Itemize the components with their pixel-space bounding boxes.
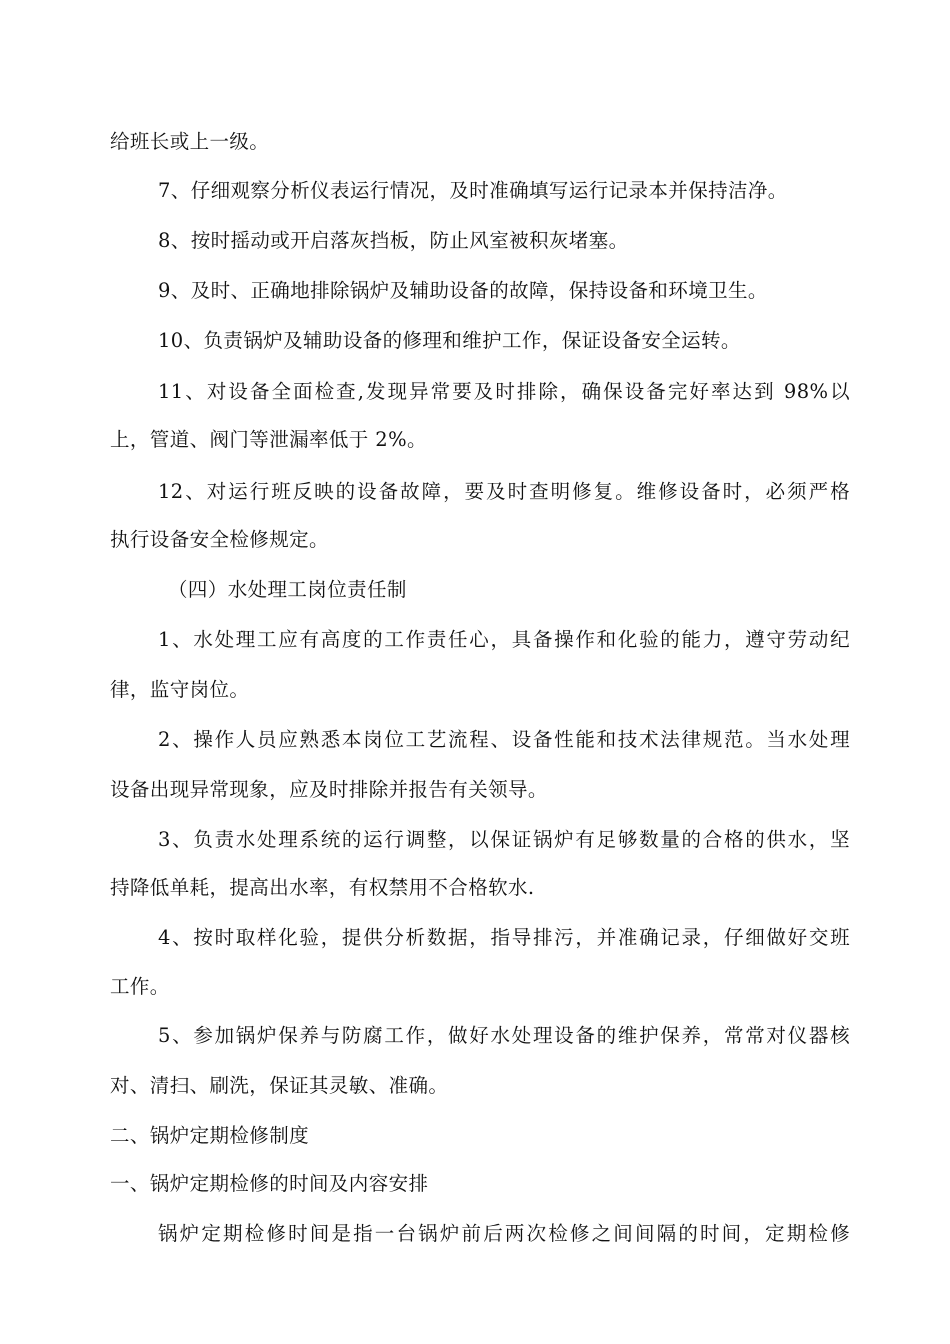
paragraph-line: 对、清扫、刷洗，保证其灵敏、准确。	[110, 1074, 449, 1097]
paragraph-line: 锅炉定期检修时间是指一台锅炉前后两次检修之间间隔的时间，定期检修	[158, 1222, 850, 1245]
paragraph-line: 3、负责水处理系统的运行调整，以保证锅炉有足够数量的合格的供水，坚	[158, 828, 850, 851]
paragraph-line: 8、按时摇动或开启落灰挡板，防止风室被积灰堵塞。	[158, 229, 629, 252]
paragraph-line: 9、及时、正确地排除锅炉及辅助设备的故障，保持设备和环境卫生。	[158, 279, 768, 302]
paragraph-line: 持降低单耗，提高出水率，有权禁用不合格软水.	[110, 876, 535, 899]
paragraph-line: 12、对运行班反映的设备故障，要及时查明修复。维修设备时，必须严格	[158, 480, 850, 503]
paragraph-line: 设备出现异常现象，应及时排除并报告有关领导。	[110, 778, 548, 801]
paragraph-line: 上，管道、阀门等泄漏率低于 2%。	[110, 428, 427, 451]
paragraph-line: 1、水处理工应有高度的工作责任心，具备操作和化验的能力，遵守劳动纪	[158, 628, 850, 651]
paragraph-line: 11、对设备全面检查,发现异常要及时排除，确保设备完好率达到 98%以	[158, 380, 850, 403]
paragraph-line: 7、仔细观察分析仪表运行情况，及时准确填写运行记录本并保持洁净。	[158, 179, 788, 202]
section-heading: 二、锅炉定期检修制度	[110, 1124, 310, 1147]
paragraph-line: 4、按时取样化验，提供分析数据，指导排污，并准确记录，仔细做好交班	[158, 926, 850, 949]
paragraph-line: 给班长或上一级。	[110, 130, 270, 153]
paragraph-line: 执行设备安全检修规定。	[110, 528, 329, 551]
section-heading: 一、锅炉定期检修的时间及内容安排	[110, 1172, 429, 1195]
section-heading: （四）水处理工岗位责任制	[168, 578, 407, 601]
paragraph-line: 律，监守岗位。	[110, 678, 250, 701]
paragraph-line: 10、负责锅炉及辅助设备的修理和维护工作，保证设备安全运转。	[158, 329, 741, 352]
paragraph-line: 5、参加锅炉保养与防腐工作，做好水处理设备的维护保养，常常对仪器核	[158, 1024, 850, 1047]
paragraph-line: 2、操作人员应熟悉本岗位工艺流程、设备性能和技术法律规范。当水处理	[158, 728, 850, 751]
paragraph-line: 工作。	[110, 975, 170, 998]
